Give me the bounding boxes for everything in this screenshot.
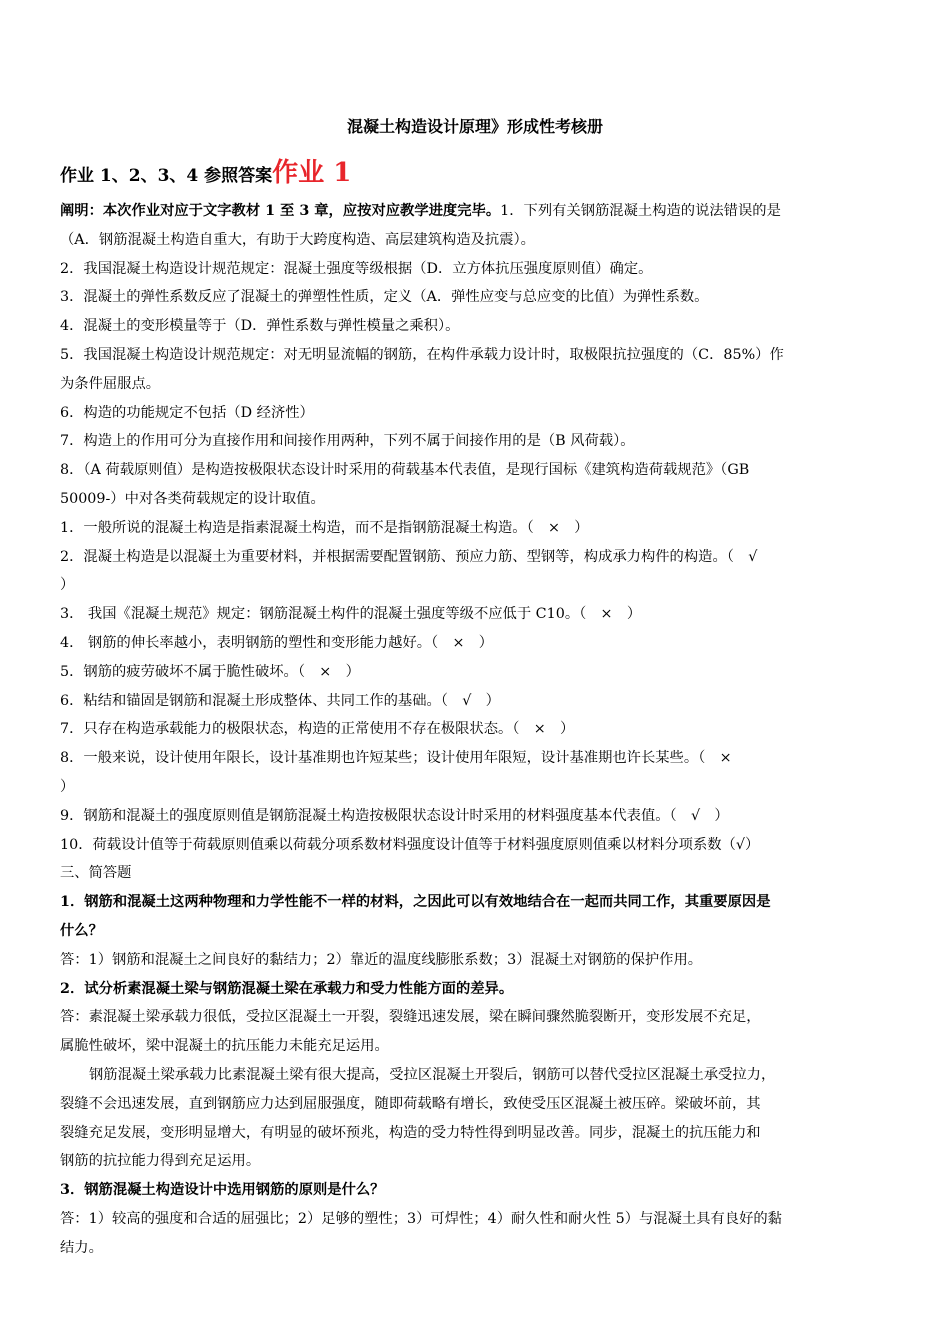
answer-2-line: 答：素混凝土梁承载力很低，受拉区混凝土一开裂，裂缝迅速发展，梁在瞬间骤然脆裂断开，变形发展不充足， <box>60 1009 761 1026</box>
text-line: 3．混凝土的弹性系数反应了混凝土的弹塑性性质，定义（A．弹性应变与总应变的比值）为弹性系数。 <box>60 289 709 306</box>
judgement-line: 8．一般来说，设计使用年限长，设计基准期也许短某些；设计使用年限短，设计基准期也许长某些。（ × <box>60 750 732 767</box>
answer-2-line: 裂缝充足发展，变形明显增大，有明显的破坏预兆，构造的受力特性得到明显改善。同步，混凝土的抗压能力和 <box>60 1124 761 1141</box>
judgement-line: 6．粘结和锚固是钢筋和混凝土形成整体、共同工作的基础。（ √ ） <box>60 692 500 709</box>
short-question-1: 1．钢筋和混凝土这两种物理和力学性能不一样的材料，之因此可以有效地结合在一起而共同工作，其重要原因是 <box>60 894 771 911</box>
section-label: 三、简答题 <box>60 865 132 882</box>
answer-3-line: 答：1）较高的强度和合适的屈强比；2）足够的塑性；3）可焊性；4）耐久性和耐火性 5）与混凝土具有良好的黏 <box>60 1210 782 1227</box>
judgement-line: 4． 钢筋的伸长率越小，表明钢筋的塑性和变形能力越好。（ × ） <box>60 634 494 651</box>
intro-note: 阐明：本次作业对应于文字教材 1 至 3 章，应按对应教学进度完毕。 <box>60 203 501 219</box>
text-line: 4．混凝土的变形模量等于（D．弹性系数与弹性模量之乘积）。 <box>60 318 460 335</box>
text-line: 8．（A 荷载原则值）是构造按极限状态设计时采用的荷载基本代表值，是现行国标《建筑构造荷载规范》（GB <box>60 462 750 479</box>
text-line: 2．我国混凝土构造设计规范规定：混凝土强度等级根据（D．立方体抗压强度原则值）确定。 <box>60 260 653 277</box>
answer-1: 答：1）钢筋和混凝土之间良好的黏结力；2）靠近的温度线膨胀系数；3）混凝土对钢筋的保护作用。 <box>60 951 703 968</box>
judgement-line: 1．一般所说的混凝土构造是指素混凝土构造，而不是指钢筋混凝土构造。（ × ） <box>60 519 589 536</box>
heading-text: 作业 1、2、3、4 参照答案 <box>60 166 273 186</box>
judgement-line: 10．荷载设计值等于荷载原则值乘以荷载分项系数材料强度设计值等于材料强度原则值乘以材料分项系数（√） <box>60 836 760 853</box>
answer-3-line: 结力。 <box>60 1239 103 1256</box>
heading-red-text: 作业 1 <box>272 158 352 188</box>
question-1-text: 1．下列有关钢筋混凝土构造的说法错误的是 <box>500 203 781 219</box>
short-question-2: 2．试分析素混凝土梁与钢筋混凝土梁在承载力和受力性能方面的差异。 <box>60 980 514 997</box>
answer-2-line: 裂缝不会迅速发展，直到钢筋应力达到屈服强度，随即荷载略有增长，致使受压区混凝土被压碎。梁破坏前，其 <box>60 1095 761 1112</box>
answer-2-line: 钢筋混凝土梁承载力比素混凝土梁有很大提高，受拉区混凝土开裂后，钢筋可以替代受拉区混凝土承受拉力， <box>89 1066 776 1083</box>
judgement-line: 7．只存在构造承载能力的极限状态，构造的正常使用不存在极限状态。（ × ） <box>60 721 575 738</box>
text-line: 6．构造的功能规定不包括（D 经济性） <box>60 404 314 421</box>
judgement-line: ） <box>60 577 75 594</box>
text-line: 50009-）中对各类荷载规定的设计取值。 <box>60 490 325 507</box>
judgement-line: 2．混凝土构造是以混凝土为重要材料，并根据需要配置钢筋、预应力筋、型钢等，构成承力构件的构造。（ √ <box>60 548 758 565</box>
judgement-line: ） <box>60 778 75 795</box>
short-question-1-cont: 什么？ <box>60 922 103 939</box>
answer-2-line: 属脆性破坏，梁中混凝土的抗压能力未能充足运用。 <box>60 1038 389 1055</box>
document-body <box>60 197 892 1262</box>
short-question-3: 3．钢筋混凝土构造设计中选用钢筋的原则是什么？ <box>60 1182 385 1199</box>
text-line: 5．我国混凝土构造设计规范规定：对无明显流幅的钢筋，在构件承载力设计时，取极限抗拉强度的（C．85%）作 <box>60 346 784 363</box>
document-title: 混凝土构造设计原理》形成性考核册 <box>346 117 603 136</box>
text-line: 7．构造上的作用可分为直接作用和间接作用两种，下列不属于间接作用的是（B 风荷载）。 <box>60 433 635 450</box>
answer-2-line: 钢筋的抗拉能力得到充足运用。 <box>60 1153 261 1170</box>
intro-line <box>60 197 892 226</box>
judgement-line: 3． 我国《混凝土规范》规定：钢筋混凝土构件的混凝土强度等级不应低于 C10。（ × ） <box>60 606 642 623</box>
text-line: 为条件屈服点。 <box>60 375 161 392</box>
judgement-line: 5．钢筋的疲劳破坏不属于脆性破坏。（ × ） <box>60 663 360 680</box>
judgement-line: 9．钢筋和混凝土的强度原则值是钢筋混凝土构造按极限状态设计时采用的材料强度基本代表值。（ √ ） <box>60 807 729 824</box>
section-heading <box>60 152 351 189</box>
text-line: （A．钢筋混凝土构造自重大，有助于大跨度构造、高层建筑构造及抗震）。 <box>60 231 535 248</box>
